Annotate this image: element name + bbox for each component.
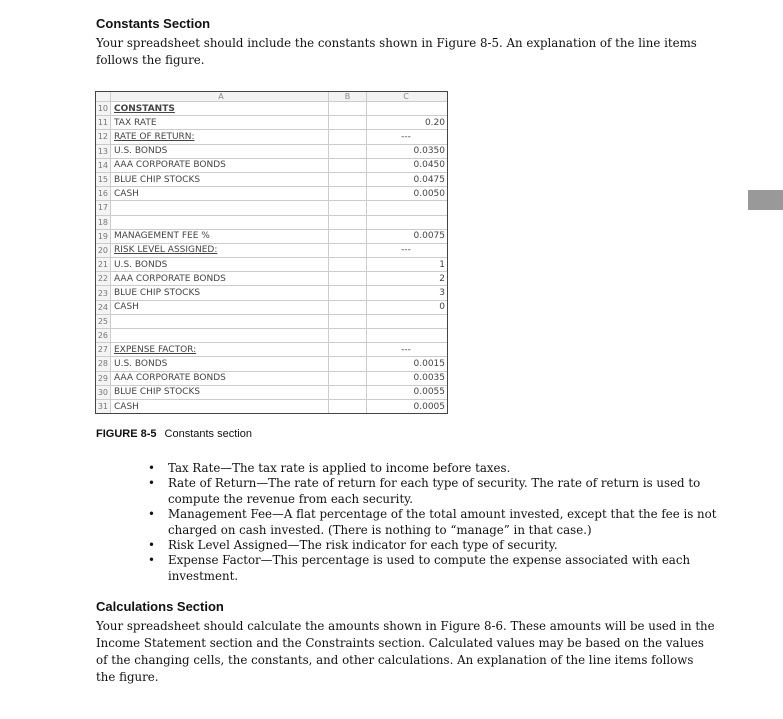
constants-intro: Your spreadsheet should include the constants shown in Figure 8-5. An explanation of the line items follows the figure.: [96, 36, 697, 67]
sheet-row: [96, 229, 447, 243]
cell-b: [329, 244, 367, 257]
cell-c: [367, 329, 447, 342]
cell-c: ---: [401, 131, 411, 142]
row-number: 17: [96, 201, 111, 214]
row-number: 26: [96, 329, 111, 342]
cell-b: [329, 145, 367, 158]
row-number: 20: [96, 244, 111, 257]
figure-caption-text: Constants section: [164, 428, 252, 440]
sheet-row: [96, 257, 447, 271]
row-number: 31: [96, 400, 111, 413]
cell-c: ---: [401, 344, 411, 355]
row-number: 21: [96, 258, 111, 271]
row-number: 16: [96, 187, 111, 200]
cell-a: [111, 130, 329, 143]
figure-caption: [96, 428, 252, 440]
cell-b: [329, 286, 367, 299]
sheet-row: [96, 243, 447, 257]
cell-c: 1: [439, 259, 445, 270]
cell-c: [367, 201, 447, 214]
page-tab-marker: [748, 190, 783, 210]
row-number: 23: [96, 286, 111, 299]
cell-a: [111, 329, 329, 342]
calculations-intro: Your spreadsheet should calculate the amounts shown in Figure 8-6. These amounts will be used in the Income Statement section and the Constraints section. Calculated values may be based on the values of the changing cells, the constants, and other calculations. An explanation of the line items follows the figure.: [96, 619, 715, 684]
cell-a-text: MANAGEMENT FEE %: [114, 231, 210, 242]
cell-b: [329, 159, 367, 172]
cell-a: [111, 386, 329, 399]
cell-a: [111, 230, 329, 243]
sheet-row: [96, 300, 447, 314]
cell-a: [111, 357, 329, 370]
sheet-row: [96, 356, 447, 370]
sheet-row: [96, 129, 447, 143]
sheet-row: [96, 158, 447, 172]
cell-a-text: BLUE CHIP STOCKS: [114, 174, 201, 185]
cell-a-text: RISK LEVEL ASSIGNED:: [114, 245, 218, 256]
cell-a-text: CASH: [114, 302, 139, 313]
row-number: 30: [96, 386, 111, 399]
cell-b: [329, 372, 367, 385]
row-number: 15: [96, 173, 111, 186]
row-number: 29: [96, 372, 111, 385]
cell-a-text: RATE OF RETURN:: [114, 131, 195, 142]
row-number: 13: [96, 145, 111, 158]
cell-a-text: BLUE CHIP STOCKS: [114, 387, 201, 398]
sheet-row: [96, 215, 447, 229]
cell-a-text: CASH: [114, 188, 139, 199]
cell-b: [329, 272, 367, 285]
column-header-c: C: [403, 92, 409, 101]
cell-a-text: BLUE CHIP STOCKS: [114, 288, 201, 299]
row-number-header: [96, 92, 111, 101]
cell-a-text: U.S. BONDS: [114, 146, 168, 157]
cell-a-text: CASH: [114, 401, 139, 412]
sheet-row: [96, 342, 447, 356]
cell-a: [111, 286, 329, 299]
cell-c: 0.0055: [413, 387, 445, 398]
sheet-row: [96, 371, 447, 385]
row-number: 27: [96, 343, 111, 356]
cell-c: ---: [401, 245, 411, 256]
cell-c: 0.0350: [413, 146, 445, 157]
row-number: 10: [96, 102, 111, 115]
sheet-row: [96, 101, 447, 115]
cell-a: [111, 187, 329, 200]
cell-b: [329, 357, 367, 370]
cell-b: [329, 173, 367, 186]
bullet-list: [148, 461, 718, 584]
cell-a: [111, 372, 329, 385]
row-number: 25: [96, 315, 111, 328]
sheet-row: [96, 328, 447, 342]
cell-b: [329, 315, 367, 328]
sheet-row: [96, 385, 447, 399]
cell-a-text: EXPENSE FACTOR:: [114, 344, 197, 355]
section-heading-constants: Constants Section: [96, 16, 211, 31]
cell-a: [111, 400, 329, 413]
cell-c: 0.0005: [413, 401, 445, 412]
cell-a-text: AAA CORPORATE BONDS: [114, 373, 226, 384]
cell-a: [111, 216, 329, 229]
sheet-row: [96, 271, 447, 285]
sheet-row: [96, 186, 447, 200]
cell-a-text: AAA CORPORATE BONDS: [114, 160, 226, 171]
bullet-item: • Risk Level Assigned—The risk indicator for each type of security.: [148, 538, 718, 553]
row-number: 14: [96, 159, 111, 172]
cell-a: [111, 272, 329, 285]
cell-c: 0.0035: [413, 373, 445, 384]
cell-c: [367, 216, 447, 229]
cell-a-text: U.S. BONDS: [114, 358, 168, 369]
cell-c: 0.0475: [413, 174, 445, 185]
bullet-item: • Expense Factor—This percentage is used to compute the expense associated with each investment.: [148, 553, 718, 584]
cell-b: [329, 329, 367, 342]
row-number: 12: [96, 130, 111, 143]
cell-a-text: TAX RATE: [114, 117, 157, 128]
column-header-a: A: [111, 92, 329, 101]
cell-a-text: AAA CORPORATE BONDS: [114, 273, 226, 284]
bullet-item: • Tax Rate—The tax rate is applied to income before taxes.: [148, 461, 718, 476]
sheet-row: [96, 115, 447, 129]
cell-b: [329, 230, 367, 243]
cell-b: [329, 258, 367, 271]
cell-a: [111, 159, 329, 172]
cell-c: 2: [439, 273, 445, 284]
row-number: 24: [96, 301, 111, 314]
sheet-rows: [96, 101, 447, 413]
cell-b: [329, 216, 367, 229]
row-number: 11: [96, 116, 111, 129]
sheet-row: [96, 172, 447, 186]
cell-a: [111, 102, 329, 115]
cell-c: 0.0075: [413, 231, 445, 242]
row-number: 18: [96, 216, 111, 229]
cell-c: 0.0450: [413, 160, 445, 171]
sheet-row: [96, 200, 447, 214]
cell-b: [329, 187, 367, 200]
row-number: 28: [96, 357, 111, 370]
cell-b: [329, 116, 367, 129]
cell-a: [111, 315, 329, 328]
cell-c: 3: [439, 288, 445, 299]
cell-a-text: U.S. BONDS: [114, 259, 168, 270]
cell-a: [111, 145, 329, 158]
cell-b: [329, 386, 367, 399]
bullet-item: • Management Fee—A flat percentage of the total amount invested, except that the fee is not charged on cash invested. (There is nothing to “manage” in that case.): [148, 507, 718, 538]
cell-b: [329, 130, 367, 143]
spreadsheet-figure: [95, 91, 448, 414]
cell-c: [367, 315, 447, 328]
cell-a: [111, 201, 329, 214]
cell-a: [111, 116, 329, 129]
bullet-item: • Rate of Return—The rate of return for each type of security. The rate of return is used to compute the revenue from each security.: [148, 476, 718, 507]
row-number: 19: [96, 230, 111, 243]
cell-a: [111, 173, 329, 186]
cell-a: [111, 258, 329, 271]
cell-a: [111, 301, 329, 314]
cell-a: [111, 244, 329, 257]
cell-c: [367, 102, 447, 115]
section-heading-calculations: Calculations Section: [96, 599, 224, 614]
sheet-row: [96, 314, 447, 328]
column-header-b: B: [329, 92, 367, 101]
column-header-row: [96, 92, 447, 101]
sheet-row: [96, 285, 447, 299]
cell-b: [329, 343, 367, 356]
cell-b: [329, 201, 367, 214]
cell-c: 0.0015: [413, 358, 445, 369]
row-number: 22: [96, 272, 111, 285]
cell-b: [329, 400, 367, 413]
cell-c: 0.20: [424, 117, 445, 128]
cell-b: [329, 102, 367, 115]
cell-a-text: CONSTANTS: [114, 103, 175, 114]
cell-c: 0.0050: [413, 188, 445, 199]
cell-b: [329, 301, 367, 314]
sheet-row: [96, 144, 447, 158]
cell-c: 0: [439, 302, 445, 313]
figure-label: FIGURE 8-5: [96, 428, 157, 440]
cell-a: [111, 343, 329, 356]
sheet-row: [96, 399, 447, 413]
